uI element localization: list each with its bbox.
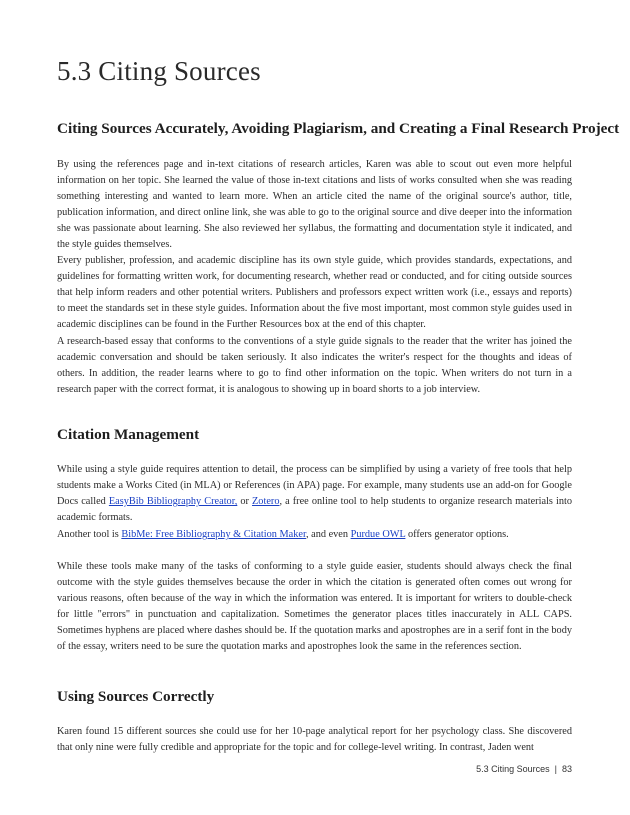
easybib-link[interactable]: EasyBib Bibliography Creator, xyxy=(108,496,238,508)
footer-section-name: 5.3 Citing Sources xyxy=(476,764,550,774)
zotero-link[interactable]: Zotero xyxy=(252,496,280,508)
section-heading-citing-sources: Citing Sources Accurately, Avoiding Plagiarism, and Creating a Final Research Project xyxy=(57,120,620,137)
paragraph: Every publisher, profession, and academic discipline has its own style guide, which provides standards, expectations, and guidelines for formatting written work, for documenting research, whether read or conducted, and for citing outside sources that help inform readers and other potential writers. Publishers and professors expect written work (i.e., essays and reports) to meet the standards set in these style guides. Information about the five most important, most common style guides used in academic disciplines can be found in the Further Resources box at the end of this chapter. xyxy=(57,255,572,331)
bibme-link[interactable]: BibMe: Free Bibliography & Citation Maker xyxy=(121,529,306,540)
paragraph-text: or xyxy=(237,496,253,508)
section-heading-citation-management: Citation Management xyxy=(57,426,200,443)
section-heading-using-sources: Using Sources Correctly xyxy=(57,688,215,705)
chapter-title: 5.3 Citing Sources xyxy=(57,56,261,86)
footer-separator: | xyxy=(554,764,557,774)
paragraph-text: Another tool is xyxy=(57,529,122,540)
paragraph: While these tools make many of the tasks of conforming to a style guide easier, students should always check the final outcome with the style guides themselves because the order in which the citation is generated often comes out wrong for various reasons, often because of the way in which the information was entered. It is important for writers to double-check for little "errors" in punctuation and capitalization. Sometimes the generator places titles inaccurately in ALL CAPS. Sometimes hyphens are placed where dashes should be. If the quotation marks and apostrophes are in a serif font in the body of the essay, writers need to be sure the quotation marks and apostrophes look the same in the references section. xyxy=(57,561,572,653)
paragraph xyxy=(57,527,572,543)
page-number: 83 xyxy=(561,764,572,774)
page-footer xyxy=(476,764,572,774)
paragraph: Karen found 15 different sources she could use for her 10-page analytical report for her psychology class. She discovered that only nine were fully credible and appropriate for the topic and for college-level writing. In contrast, Jaden went xyxy=(57,726,572,754)
paragraph xyxy=(57,462,572,526)
paragraph-text: , and even xyxy=(305,529,351,540)
paragraph-text: offers generator options. xyxy=(405,529,509,540)
paragraph: By using the references page and in-text citations of research articles, Karen was able to scout out even more helpful information on her topic. She learned the value of those in-text citations and lists of works consulted when she was reading something interesting and wanted to learn more. When an article cited the name of the original source's author, title, publication information, and direct online link, she was able to go to the original source and dive deeper into the information she was passionate about learning. She also reviewed her syllabus, the formatting and documentation style it indicated, and the style guides themselves. xyxy=(57,159,572,251)
purdue-owl-link[interactable]: Purdue OWL xyxy=(350,529,406,540)
paragraph-text: , a free online tool to help students to organize research materials into academic formats. xyxy=(57,496,572,524)
paragraph: A research-based essay that conforms to the conventions of a style guide signals to the reader that the writer has joined the academic conversation and should be taken seriously. It also indicates the writer's respect for the thoughts and ideas of others. In addition, the reader learns where to go to find other information on the topic. When writers do not turn in a research paper with the correct format, it is analogous to showing up in board shorts to a job interview. xyxy=(57,336,572,396)
paragraph-text: While using a style guide requires attention to detail, the process can be simplified by using a variety of free tools that help students make a Works Cited (in MLA) or References (in APA) page. For example, many students use an add-on for Google Docs called xyxy=(57,464,572,508)
